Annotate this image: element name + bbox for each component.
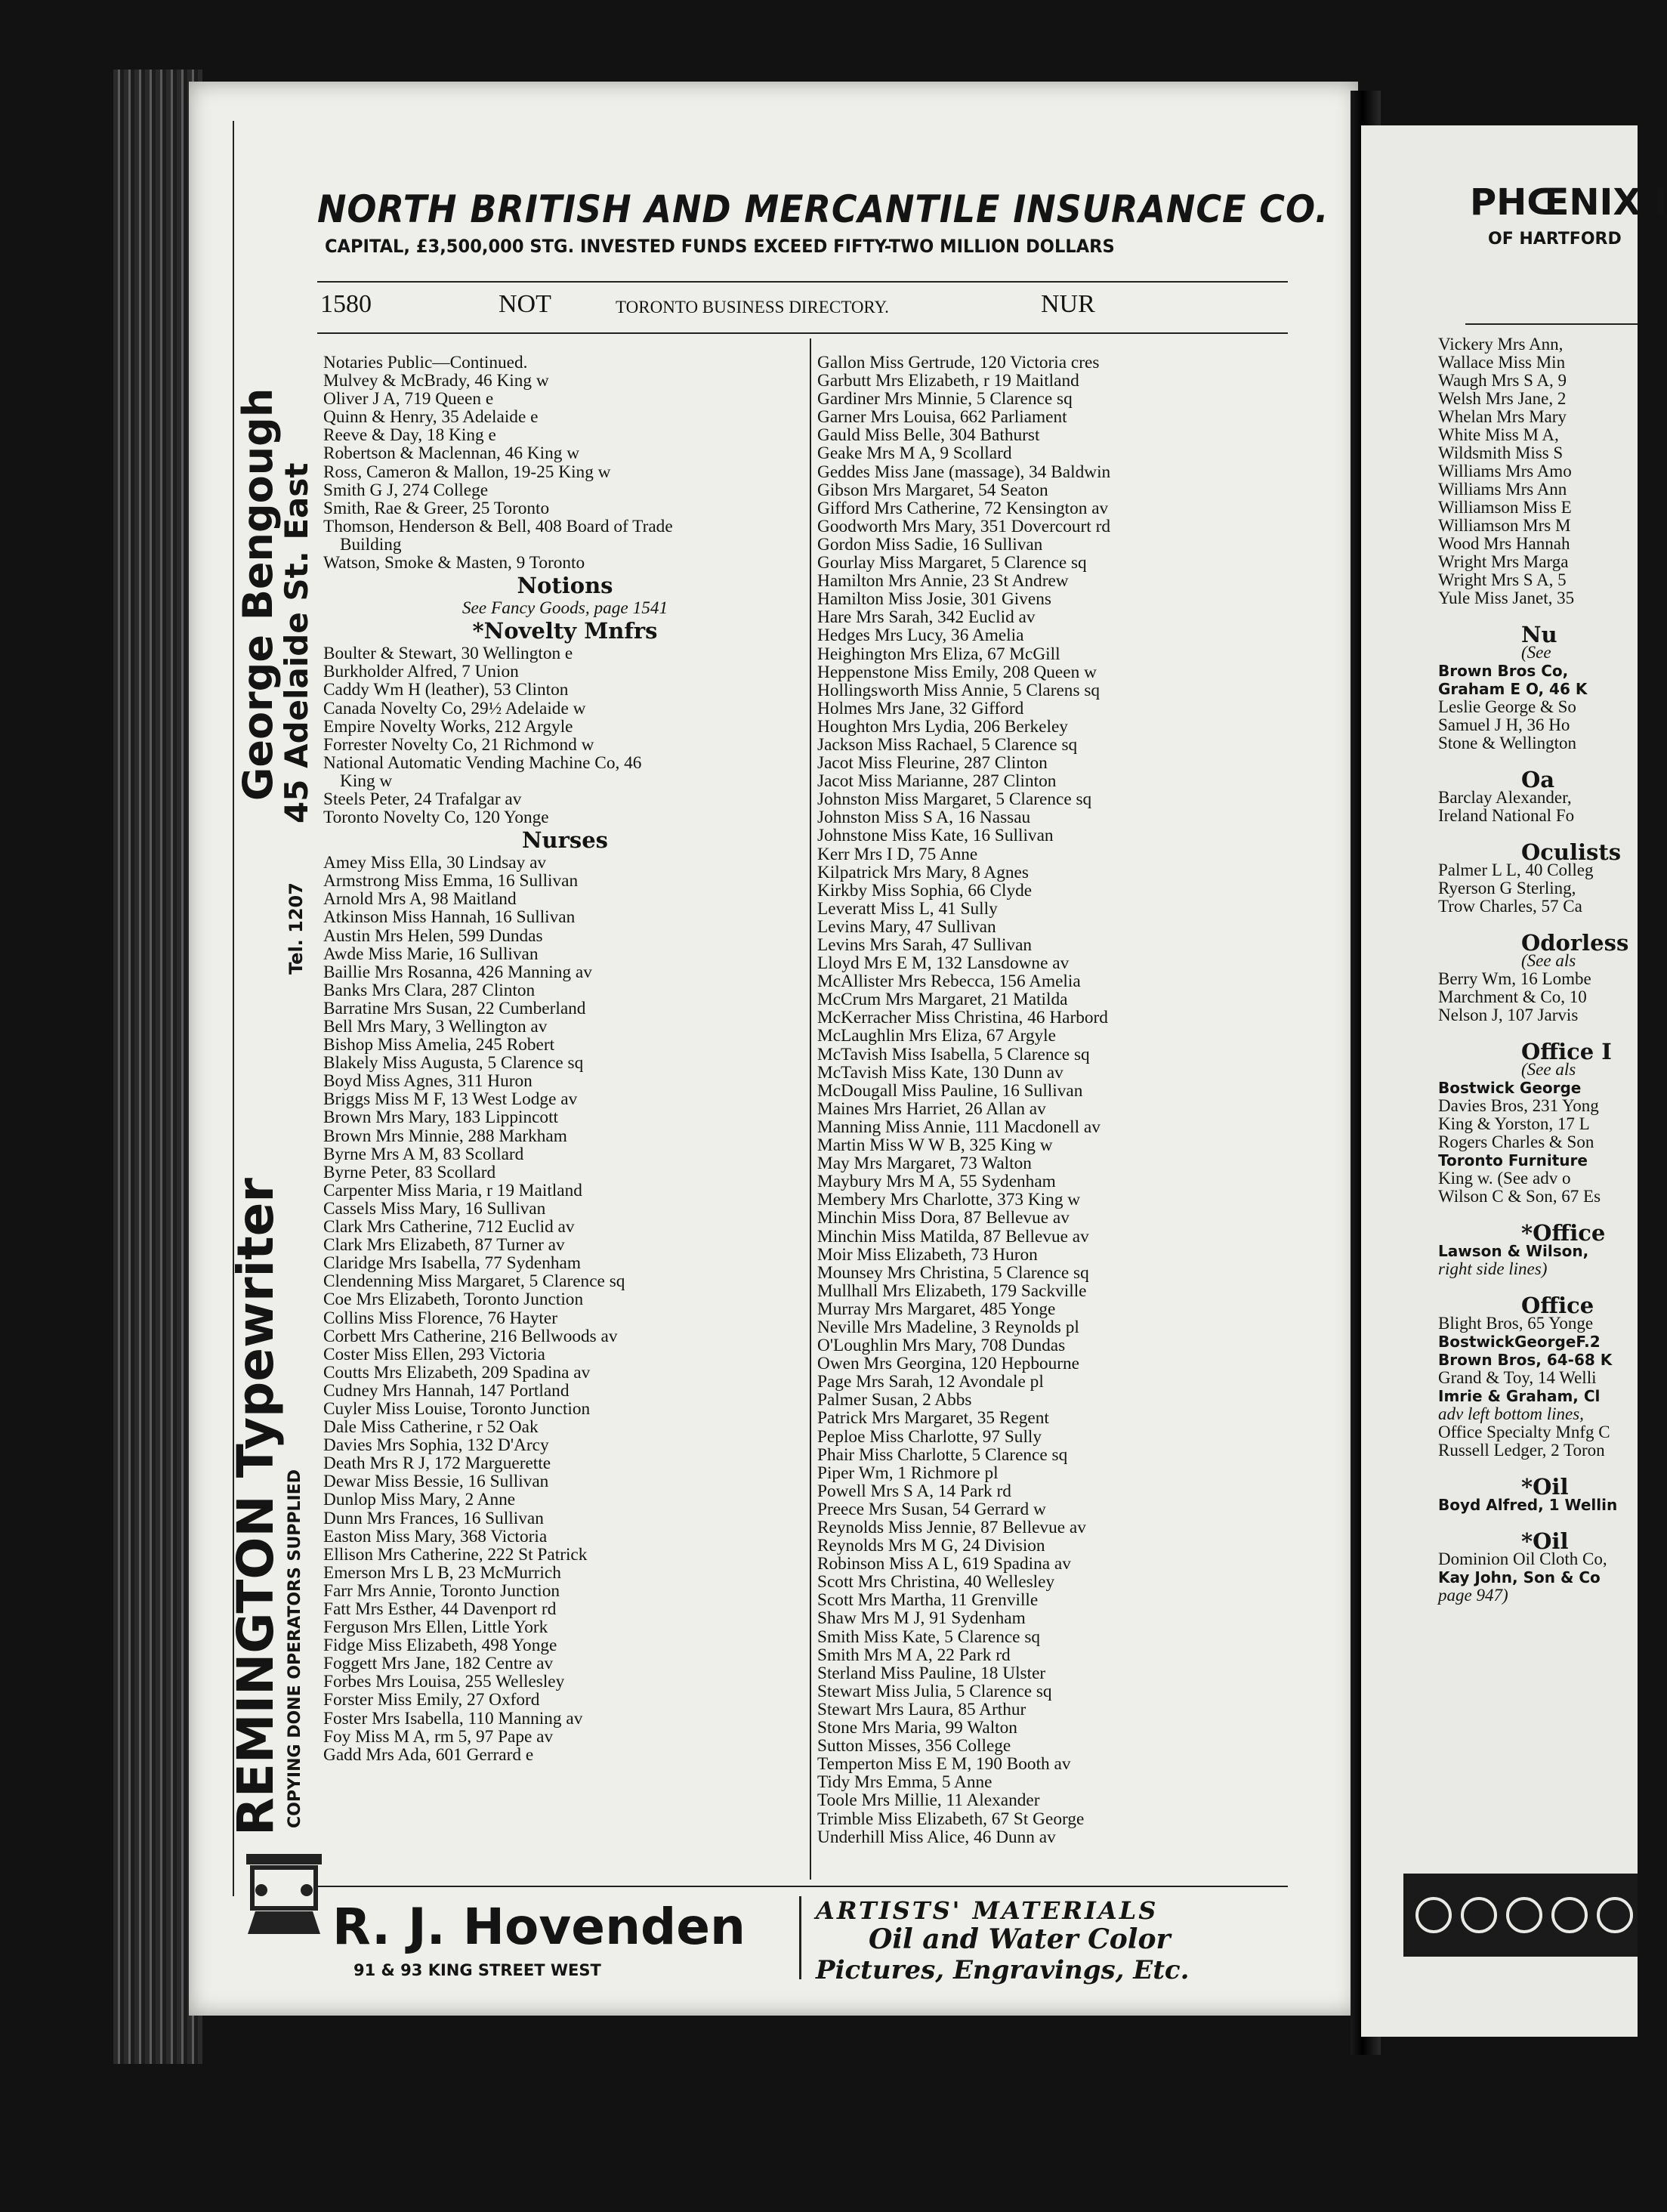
phoenix-ad-title: PHŒNIX I [1470,181,1667,224]
directory-entry: Hamilton Mrs Annie, 23 St Andrew [817,571,1069,592]
directory-entry: Boulter & Stewart, 30 Wellington e [323,644,573,664]
directory-entry: Yule Miss Janet, 35 [1438,589,1575,607]
oil-water-color: Oil and Water Color [869,1923,1171,1955]
directory-entry: Easton Miss Mary, 368 Victoria [323,1526,548,1546]
directory-entry: Ellison Mrs Catherine, 222 St Patrick [323,1544,588,1565]
directory-entry: Davies Mrs Sophia, 132 D'Arcy [323,1435,549,1456]
directory-entry: Levins Mrs Sarah, 47 Sullivan [817,935,1033,955]
directory-entry: Welsh Mrs Jane, 2 [1438,389,1567,408]
directory-entry: Coster Miss Ellen, 293 Victoria [323,1344,545,1364]
directory-entry: Davies Bros, 231 Yong [1438,1096,1599,1115]
directory-entry: Ferguson Mrs Ellen, Little York [323,1617,548,1638]
artists-materials: ARTISTS' MATERIALS [816,1896,1159,1925]
directory-entry: Stone Mrs Maria, 99 Walton [817,1718,1017,1738]
directory-entry: Burkholder Alfred, 7 Union [323,662,519,682]
directory-entry: Holmes Mrs Jane, 32 Gifford [817,698,1024,718]
directory-entry: Wood Mrs Hannah [1438,534,1570,553]
directory-entry: Awde Miss Marie, 16 Sullivan [323,944,539,964]
directory-entry: Death Mrs R J, 172 Marguerette [323,1454,551,1474]
directory-entry: Trow Charles, 57 Ca [1438,897,1582,916]
cross-reference: (See [1521,643,1551,662]
bengough-name: George Bengough [234,388,282,801]
directory-entry: May Mrs Margaret, 73 Walton [817,1154,1032,1174]
directory-entry: Heighington Mrs Eliza, 67 McGill [817,644,1060,664]
directory-entry: Ross, Cameron & Mallon, 19-25 King w [323,462,611,482]
directory-entry: Imrie & Graham, Cl [1438,1387,1601,1405]
directory-entry: Baillie Mrs Rosanna, 426 Manning av [323,962,592,982]
directory-entry: Office Specialty Mnfg C [1438,1423,1610,1441]
directory-entry: King w. (See adv o [1438,1169,1571,1188]
ornament-border [1403,1874,1638,1957]
cross-reference: See Fancy Goods, page 1541 [462,598,668,619]
directory-entry: Watson, Smoke & Masten, 9 Toronto [323,553,585,573]
directory-entry: Kilpatrick Mrs Mary, 8 Agnes [817,862,1029,882]
directory-entry: Wright Mrs Marga [1438,552,1569,571]
directory-entry: Nelson J, 107 Jarvis [1438,1006,1579,1024]
directory-entry: Quinn & Henry, 35 Adelaide e [323,407,539,428]
directory-entry: Gifford Mrs Catherine, 72 Kensington av [817,498,1109,518]
directory-entry: Toronto Novelty Co, 120 Yonge [323,808,549,828]
directory-entry: Barclay Alexander, [1438,788,1572,807]
column-divider [810,338,811,1880]
directory-entry: Houghton Mrs Lydia, 206 Berkeley [817,716,1068,737]
directory-entry: Maybury Mrs M A, 55 Sydenham [817,1172,1056,1192]
directory-entry: Williams Mrs Amo [1438,462,1572,480]
directory-entry: Toronto Furniture [1438,1151,1588,1169]
directory-entry: Sutton Misses, 356 College [817,1736,1011,1756]
section-heading: *Office [1521,1220,1606,1246]
header-rule-top [317,281,1288,283]
directory-entry: Clark Mrs Catherine, 712 Euclid av [323,1217,575,1237]
section-heading: Notions [517,573,613,599]
directory-entry: Brown Mrs Mary, 183 Lippincott [323,1108,559,1128]
section-heading: Odorless [1521,930,1629,956]
directory-entry: Reynolds Miss Jennie, 87 Bellevue av [817,1518,1086,1537]
directory-entry: National Automatic Vending Machine Co, 46 [323,752,642,773]
directory-entry: Ryerson G Sterling, [1438,879,1576,897]
directory-entry: Leslie George & So [1438,697,1576,716]
directory-entry: Notaries Public—Continued. [323,353,528,372]
directory-entry: Hollingsworth Miss Annie, 5 Clarens sq [817,680,1101,700]
directory-entry: Robertson & Maclennan, 46 King w [323,443,580,464]
directory-entry: Amey Miss Ella, 30 Lindsay av [323,853,547,873]
directory-entry: Murray Mrs Margaret, 485 Yonge [817,1299,1056,1319]
hovenden-name: R. J. Hovenden [332,1898,746,1956]
cross-reference: page 947) [1438,1586,1508,1605]
section-heading: Nu [1521,622,1557,647]
directory-entry: Forbes Mrs Louisa, 255 Wellesley [323,1672,565,1692]
directory-entry: Gibson Mrs Margaret, 54 Seaton [817,480,1048,500]
directory-entry: Armstrong Miss Emma, 16 Sullivan [323,871,579,891]
directory-entry: Banks Mrs Clara, 287 Clinton [323,980,536,1000]
directory-entry: Hare Mrs Sarah, 342 Euclid av [817,607,1036,628]
directory-entry: Foster Mrs Isabella, 110 Manning av [323,1708,583,1729]
directory-entry: Mulvey & McBrady, 46 King w [323,371,549,391]
hovenden-address: 91 & 93 KING STREET WEST [353,1961,601,1979]
directory-entry: Wright Mrs S A, 5 [1438,570,1567,589]
directory-entry: Piper Wm, 1 Richmore pl [817,1463,999,1483]
directory-entry: Palmer Susan, 2 Abbs [817,1390,972,1410]
directory-entry: Building [340,534,402,555]
directory-entry: Martin Miss W W B, 325 King w [817,1135,1053,1156]
bottom-ad-divider [799,1896,801,1979]
directory-entry: Stewart Mrs Laura, 85 Arthur [817,1699,1026,1719]
pictures-engravings: Pictures, Engravings, Etc. [816,1955,1190,1985]
bengough-address: 45 Adelaide St. East [278,462,315,823]
directory-entry: Smith G J, 274 College [323,480,489,500]
directory-entry: Lawson & Wilson, [1438,1242,1589,1260]
remington-telephone: Tel. 1207 [286,882,307,975]
directory-entry: Leveratt Miss L, 41 Sully [817,898,998,919]
directory-entry: Scott Mrs Christina, 40 Wellesley [817,1572,1055,1593]
listing-column-2 [817,354,1286,1846]
directory-entry: Smith, Rae & Greer, 25 Toronto [323,498,550,518]
directory-entry: Garner Mrs Louisa, 662 Parliament [817,407,1067,428]
directory-entry: Jacot Miss Fleurine, 287 Clinton [817,753,1048,774]
listing-column-1 [323,354,807,1764]
directory-entry: Barratine Mrs Susan, 22 Cumberland [323,998,586,1018]
directory-entry: Williamson Miss E [1438,498,1572,517]
directory-entry: Coe Mrs Elizabeth, Toronto Junction [323,1290,584,1310]
directory-entry: Gallon Miss Gertrude, 120 Victoria cres [817,353,1100,372]
right-header-rule [1465,323,1638,325]
cross-reference: (See als [1521,951,1576,970]
directory-entry: Minchin Miss Dora, 87 Bellevue av [817,1208,1070,1228]
directory-entry: McTavish Miss Kate, 130 Dunn av [817,1062,1063,1083]
directory-entry: Jackson Miss Rachael, 5 Clarence sq [817,734,1078,755]
directory-entry: Lloyd Mrs E M, 132 Lansdowne av [817,953,1070,974]
directory-entry: Ireland National Fo [1438,806,1575,825]
directory-entry: Clendenning Miss Margaret, 5 Clarence sq [323,1271,625,1292]
directory-entry: Foy Miss M A, rm 5, 97 Pape av [323,1726,554,1747]
directory-entry: Maines Mrs Harriet, 26 Allan av [817,1098,1046,1119]
directory-entry: Clark Mrs Elizabeth, 87 Turner av [323,1235,565,1256]
section-heading: *Oil [1521,1528,1569,1554]
directory-entry: Wallace Miss Min [1438,353,1566,372]
remington-tagline: COPYING DONE OPERATORS SUPPLIED [286,1469,304,1828]
directory-entry: Fidge Miss Elizabeth, 498 Yonge [323,1636,557,1656]
directory-entry: Boyd Alfred, 1 Wellin [1438,1496,1618,1514]
section-heading: *Oil [1521,1474,1569,1500]
directory-entry: Manning Miss Annie, 111 Macdonell av [817,1117,1101,1137]
directory-entry: Stewart Miss Julia, 5 Clarence sq [817,1681,1052,1701]
directory-entry: Farr Mrs Annie, Toronto Junction [323,1580,560,1601]
directory-entry: Marchment & Co, 10 [1438,987,1587,1006]
bottom-ad-rule [317,1886,1288,1887]
directory-entry: Corbett Mrs Catherine, 216 Bellwoods av [323,1326,618,1346]
directory-entry: McCrum Mrs Margaret, 21 Matilda [817,990,1068,1010]
directory-entry: Atkinson Miss Hannah, 16 Sullivan [323,907,576,928]
directory-entry: Claridge Mrs Isabella, 77 Sydenham [323,1253,581,1274]
directory-entry: Minchin Miss Matilda, 87 Bellevue av [817,1226,1089,1247]
directory-entry: Smith Mrs M A, 22 Park rd [817,1645,1011,1665]
directory-entry: Toole Mrs Millie, 11 Alexander [817,1790,1040,1811]
directory-entry: Caddy Wm H (leather), 53 Clinton [323,680,569,700]
directory-entry: Powell Mrs S A, 14 Park rd [817,1481,1011,1501]
directory-entry: Blakely Miss Augusta, 5 Clarence sq [323,1053,584,1074]
directory-entry: Palmer L L, 40 Colleg [1438,860,1594,879]
directory-entry: Cudney Mrs Hannah, 147 Portland [323,1380,570,1401]
directory-entry: Peploe Miss Charlotte, 97 Sully [817,1426,1042,1447]
directory-entry: Forrester Novelty Co, 21 Richmond w [323,734,594,755]
cross-reference: adv left bottom lines, [1438,1404,1584,1423]
directory-entry: Dale Miss Catherine, r 52 Oak [323,1417,539,1438]
directory-entry: Underhill Miss Alice, 46 Dunn av [817,1827,1056,1847]
directory-entry: Heppenstone Miss Emily, 208 Queen w [817,662,1097,682]
directory-entry: Wildsmith Miss S [1438,443,1564,462]
directory-entry: Briggs Miss M F, 13 West Lodge av [323,1089,578,1110]
directory-entry: Brown Mrs Minnie, 288 Markham [323,1126,567,1146]
directory-entry: Arnold Mrs A, 98 Maitland [323,889,517,910]
directory-entry: Bostwick George [1438,1079,1582,1097]
directory-entry: Shaw Mrs M J, 91 Sydenham [817,1608,1026,1629]
directory-entry: Geake Mrs M A, 9 Scollard [817,443,1012,464]
directory-entry: Neville Mrs Madeline, 3 Reynolds pl [817,1317,1079,1337]
directory-entry: Gourlay Miss Margaret, 5 Clarence sq [817,553,1087,573]
directory-entry: Stone & Wellington [1438,734,1577,752]
directory-entry: Kirkby Miss Sophia, 66 Clyde [817,880,1033,901]
directory-entry: Cassels Miss Mary, 16 Sullivan [323,1198,546,1219]
directory-entry: Levins Mary, 47 Sullivan [817,916,996,937]
cross-reference: right side lines) [1438,1259,1548,1278]
directory-entry: Canada Novelty Co, 29½ Adelaide w [323,698,586,718]
directory-entry: Cuyler Miss Louise, Toronto Junction [323,1398,591,1419]
directory-entry: Collins Miss Florence, 76 Hayter [323,1308,557,1328]
directory-entry: Whelan Mrs Mary [1438,407,1567,426]
directory-entry: Berry Wm, 16 Lombe [1438,969,1591,988]
directory-entry: Robinson Miss A L, 619 Spadina av [817,1554,1071,1574]
directory-entry: Mullhall Mrs Elizabeth, 179 Sackville [817,1281,1087,1301]
directory-entry: Reynolds Mrs M G, 24 Division [817,1536,1045,1556]
directory-entry: Coutts Mrs Elizabeth, 209 Spadina av [323,1362,591,1382]
directory-entry: Graham E O, 46 K [1438,680,1588,698]
directory-entry: Moir Miss Elizabeth, 73 Huron [817,1244,1038,1265]
directory-entry: Garbutt Mrs Elizabeth, r 19 Maitland [817,371,1079,391]
directory-entry: Thomson, Henderson & Bell, 408 Board of Trade [323,516,673,536]
directory-entry: King w [340,771,393,791]
directory-entry: McLaughlin Mrs Eliza, 67 Argyle [817,1026,1056,1046]
directory-entry: McKerracher Miss Christina, 46 Harbord [817,1008,1108,1028]
directory-entry: Sterland Miss Pauline, 18 Ulster [817,1663,1046,1683]
directory-entry: Phair Miss Charlotte, 5 Clarence sq [817,1444,1068,1465]
directory-entry: Preece Mrs Susan, 54 Gerrard w [817,1499,1046,1519]
running-head-right: NUR [1041,290,1095,318]
directory-entry: Brown Bros, 64-68 K [1438,1351,1613,1369]
directory-entry: Reeve & Day, 18 King e [323,425,496,446]
cross-reference: (See als [1521,1060,1576,1079]
directory-entry: Dunn Mrs Frances, 16 Sullivan [323,1508,544,1528]
directory-entry: Jacot Miss Marianne, 287 Clinton [817,771,1057,792]
directory-entry: Byrne Peter, 83 Scollard [323,1162,496,1182]
directory-entry: Scott Mrs Martha, 11 Grenville [817,1590,1039,1611]
directory-entry: Gadd Mrs Ada, 601 Gerrard e [323,1744,534,1765]
typewriter-icon [239,1845,329,1942]
directory-entry: McTavish Miss Isabella, 5 Clarence sq [817,1044,1090,1064]
directory-entry: Carpenter Miss Maria, r 19 Maitland [323,1180,582,1200]
directory-entry: Wilson C & Son, 67 Es [1438,1187,1601,1206]
directory-entry: Byrne Mrs A M, 83 Scollard [323,1144,524,1164]
directory-entry: Vickery Mrs Ann, [1438,335,1564,354]
directory-entry: Blight Bros, 65 Yonge [1438,1314,1594,1333]
directory-entry: Bell Mrs Mary, 3 Wellington av [323,1017,548,1036]
directory-entry: Hedges Mrs Lucy, 36 Amelia [817,626,1024,646]
directory-entry: White Miss M A, [1438,425,1559,444]
phoenix-ad-subtitle: OF HARTFORD [1488,230,1622,249]
directory-entry: Kay John, Son & Co [1438,1568,1601,1586]
directory-entry: Johnstone Miss Kate, 16 Sullivan [817,826,1054,846]
directory-entry: Williams Mrs Ann [1438,480,1567,499]
directory-entry: Dewar Miss Bessie, 16 Sullivan [323,1472,549,1492]
insurance-ad-title: NORTH BRITISH AND MERCANTILE INSURANCE CO. [317,187,1329,231]
insurance-ad-subtitle: CAPITAL, £3,500,000 STG. INVESTED FUNDS EXCEED FIFTY-TWO MILLION DOLLARS [325,236,1115,257]
directory-entry: McAllister Mrs Rebecca, 156 Amelia [817,972,1081,992]
directory-entry: Rogers Charles & Son [1438,1132,1594,1151]
page-number: 1580 [320,290,372,318]
section-heading: *Novelty Mnfrs [472,618,658,644]
directory-entry: Temperton Miss E M, 190 Booth av [817,1754,1071,1775]
directory-entry: Boyd Miss Agnes, 311 Huron [323,1071,533,1092]
directory-entry: Empire Novelty Works, 212 Argyle [323,716,573,737]
directory-entry: Owen Mrs Georgina, 120 Hepbourne [817,1354,1080,1374]
directory-entry: Johnston Miss Margaret, 5 Clarence sq [817,789,1092,810]
directory-entry: Gordon Miss Sadie, 16 Sullivan [817,534,1043,555]
directory-entry: King & Yorston, 17 L [1438,1114,1590,1133]
directory-entry: Grand & Toy, 14 Welli [1438,1368,1597,1387]
directory-entry: Gardiner Mrs Minnie, 5 Clarence sq [817,389,1073,409]
directory-entry: Patrick Mrs Margaret, 35 Regent [817,1408,1049,1429]
directory-entry: Samuel J H, 36 Ho [1438,715,1570,734]
directory-entry: Dunlop Miss Mary, 2 Anne [323,1490,516,1510]
header-rule-bottom [317,332,1288,334]
directory-entry: Hamilton Miss Josie, 301 Givens [817,589,1051,610]
directory-entry: Tidy Mrs Emma, 5 Anne [817,1772,992,1793]
directory-entry: Geddes Miss Jane (massage), 34 Baldwin [817,462,1111,482]
directory-entry: Forster Miss Emily, 27 Oxford [323,1690,540,1710]
section-heading: Office [1521,1293,1594,1318]
directory-entry: Williamson Mrs M [1438,516,1571,535]
directory-entry: Russell Ledger, 2 Toron [1438,1441,1605,1460]
directory-entry: Brown Bros Co, [1438,662,1569,680]
directory-entry: Johnston Miss S A, 16 Nassau [817,808,1031,828]
directory-entry: McDougall Miss Pauline, 16 Sullivan [817,1080,1083,1101]
directory-entry: Fatt Mrs Esther, 44 Davenport rd [323,1599,557,1619]
directory-entry: Kerr Mrs I D, 75 Anne [817,844,978,864]
directory-entry: Page Mrs Sarah, 12 Avondale pl [817,1372,1044,1392]
directory-entry: Goodworth Mrs Mary, 351 Dovercourt rd [817,516,1110,536]
directory-entry: Trimble Miss Elizabeth, 67 St George [817,1809,1085,1829]
section-heading: Nurses [522,827,608,854]
directory-entry: Waugh Mrs S A, 9 [1438,371,1567,390]
right-page-listings [1438,335,1628,1605]
directory-entry: Mounsey Mrs Christina, 5 Clarence sq [817,1262,1089,1283]
directory-entry: Austin Mrs Helen, 599 Dundas [323,925,543,946]
remington-brand: REMINGTON Typewriter [227,1178,285,1836]
section-heading: Oculists [1521,839,1622,865]
directory-entry: Emerson Mrs L B, 23 McMurrich [323,1562,561,1583]
section-heading: Oa [1521,767,1555,792]
directory-entry: Bishop Miss Amelia, 245 Robert [323,1035,555,1055]
directory-entry: Steels Peter, 24 Trafalgar av [323,789,522,809]
directory-entry: Oliver J A, 719 Queen e [323,389,494,409]
directory-entry: BostwickGeorgeF.2 [1438,1333,1601,1351]
section-heading: Office I [1521,1039,1612,1064]
running-head-center: TORONTO BUSINESS DIRECTORY. [616,298,889,317]
directory-entry: Gauld Miss Belle, 304 Bathurst [817,425,1040,446]
directory-entry: Dominion Oil Cloth Co, [1438,1549,1607,1568]
running-head-left: NOT [499,290,551,318]
directory-entry: Membery Mrs Charlotte, 373 King w [817,1190,1081,1210]
directory-entry: Smith Miss Kate, 5 Clarence sq [817,1627,1041,1647]
directory-entry: Foggett Mrs Jane, 182 Centre av [323,1654,554,1674]
directory-entry: O'Loughlin Mrs Mary, 708 Dundas [817,1336,1066,1356]
